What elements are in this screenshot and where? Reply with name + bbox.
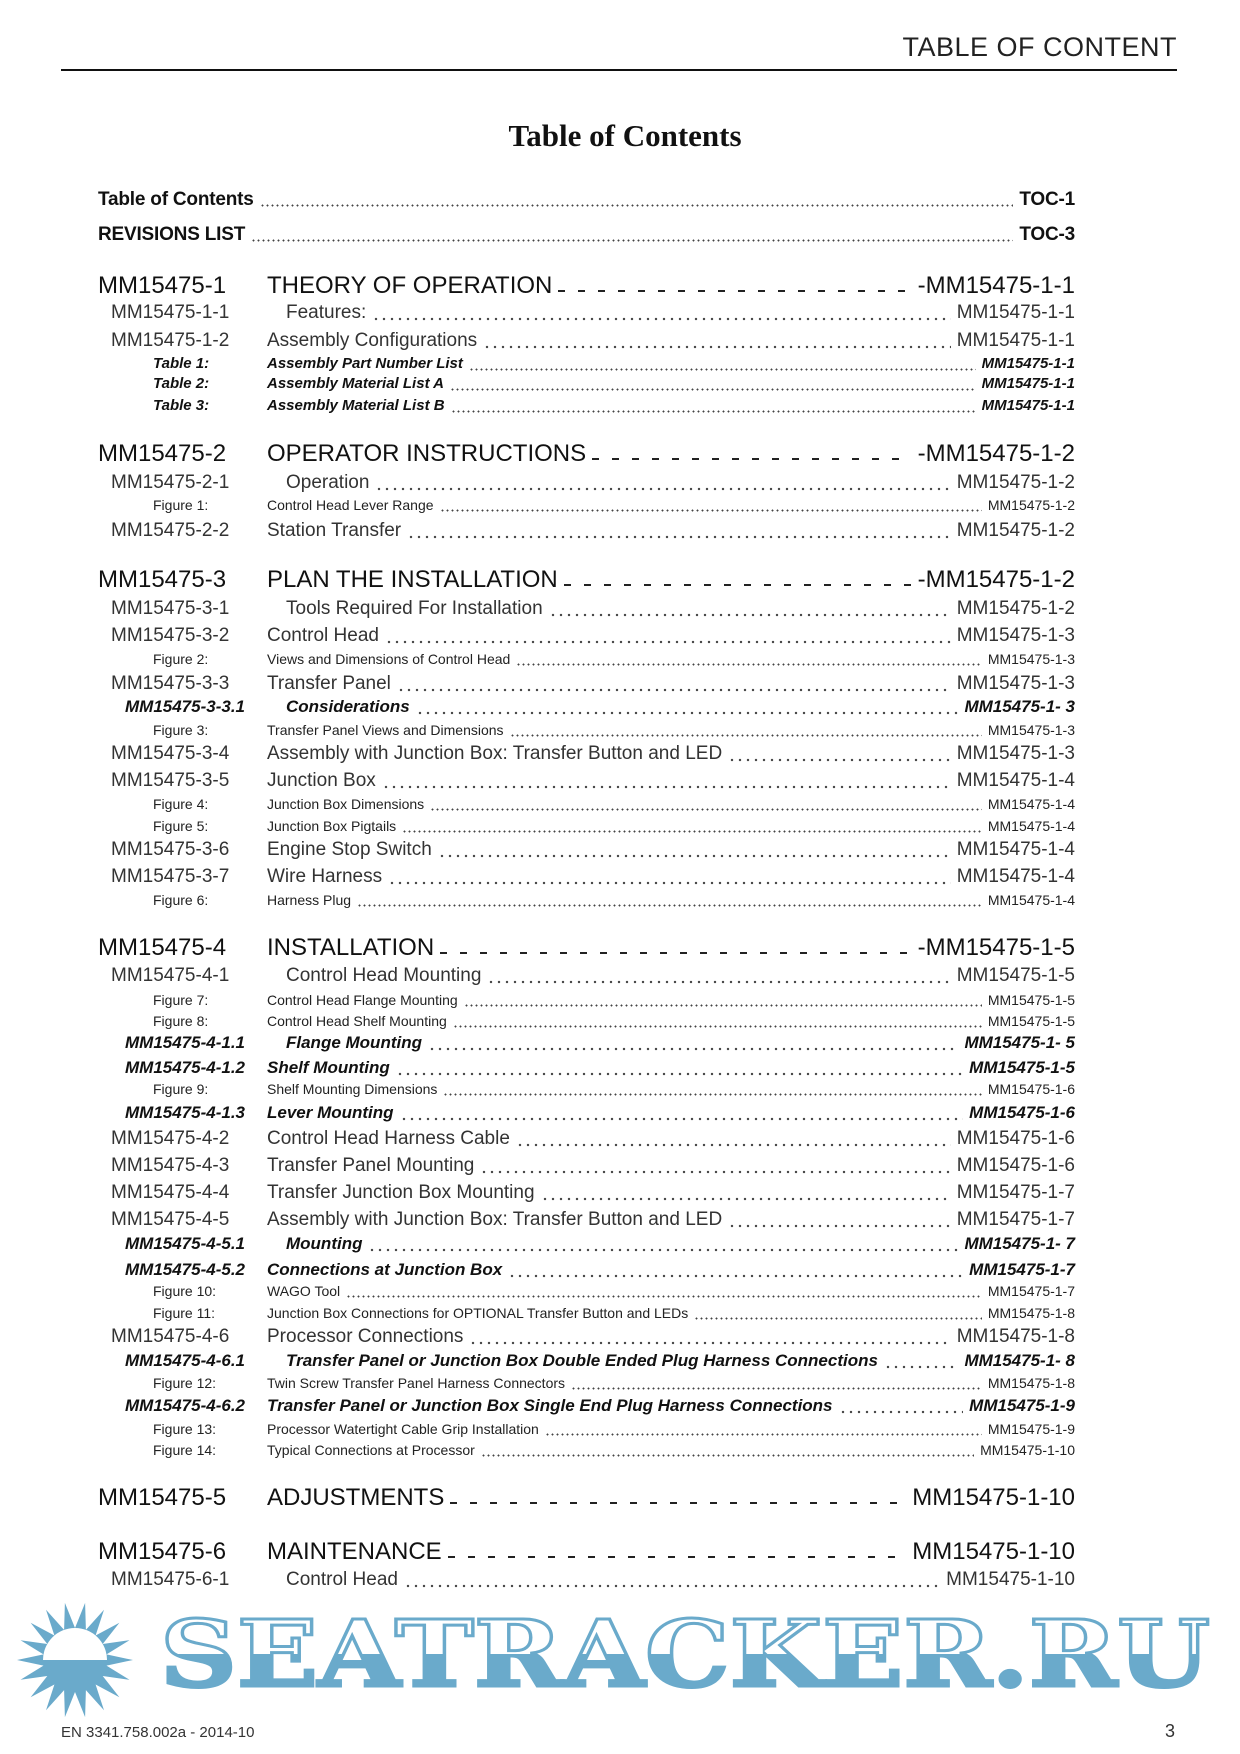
entry-page: MM15475-1-3 (987, 651, 1075, 667)
dot-leader (481, 1454, 974, 1457)
entry-page: MM15475-1-1 (981, 375, 1075, 392)
entry-title: Processor Connections (267, 1326, 464, 1347)
dot-leader (440, 952, 912, 954)
dot-leader (694, 1317, 982, 1320)
entry-number: Figure 11: (153, 1305, 215, 1321)
entry-number: MM15475-4-1.1 (125, 1033, 246, 1052)
entry-number: Figure 2: (153, 651, 209, 667)
entry-number: Figure 5: (153, 818, 209, 834)
entry-number: MM15475-2 (98, 440, 227, 467)
entry-title: THEORY OF OPERATION (267, 272, 553, 299)
entry-page: MM15475-1-5 (969, 1058, 1075, 1077)
entry-title: Tools Required For Installation (286, 598, 543, 619)
entry-title: MAINTENANCE (267, 1538, 442, 1565)
entry-number: Figure 3: (153, 722, 209, 738)
entry-number: Figure 4: (153, 796, 209, 812)
dot-leader (407, 535, 951, 539)
entry-number: MM15475-4-5.2 (125, 1260, 246, 1279)
entry-number: MM15475-6 (98, 1538, 227, 1565)
entry-page: MM15475-1-5 (987, 1013, 1075, 1029)
toc-entry[interactable] (0, 933, 1240, 963)
entry-number: Figure 8: (153, 1013, 209, 1029)
toc-entry[interactable] (0, 885, 1240, 915)
entry-page: MM15475-1-6 (956, 1155, 1075, 1176)
toc-entry[interactable] (0, 1483, 1240, 1513)
dot-leader (571, 1387, 982, 1390)
toc-entry[interactable] (0, 298, 1240, 328)
entry-title: Control Head Shelf Mounting (267, 1013, 447, 1029)
entry-title: REVISIONS LIST (98, 224, 246, 245)
header-rule (61, 69, 1177, 71)
dot-leader (428, 1047, 958, 1051)
entry-number: Figure 13: (153, 1421, 217, 1437)
entry-page: MM15475-1-10 (946, 1569, 1075, 1590)
entry-number: MM15475-4-4 (111, 1182, 230, 1203)
entry-number: MM15475-3-6 (111, 839, 230, 860)
entry-title: INSTALLATION (267, 934, 435, 961)
entry-page: MM15475-1-10 (912, 1538, 1075, 1565)
entry-title: Junction Box (267, 770, 376, 791)
entry-page: MM15475-1-3 (956, 625, 1075, 646)
entry-title: Typical Connections at Processor (267, 1442, 475, 1458)
entry-title: Junction Box Pigtails (267, 818, 397, 834)
entry-number: Figure 7: (153, 992, 209, 1008)
toc-entry[interactable] (0, 391, 1240, 421)
toc-entry[interactable] (0, 1124, 1240, 1154)
dot-leader (404, 1584, 940, 1588)
entry-title: Features: (286, 302, 367, 323)
entry-page: MM15475-1- 5 (964, 1033, 1075, 1052)
entry-number: MM15475-3-3.1 (125, 697, 246, 716)
entry-page: MM15475-1-2 (956, 598, 1075, 619)
entry-title: Assembly with Junction Box: Transfer Button and LED (267, 1209, 723, 1230)
entry-page: MM15475-1-3 (956, 673, 1075, 694)
toc-entry[interactable] (0, 220, 1240, 250)
entry-title: ADJUSTMENTS (267, 1484, 445, 1511)
entry-page: MM15475-1-4 (956, 839, 1075, 860)
dot-leader (728, 1224, 951, 1228)
entry-title: Transfer Panel Mounting (267, 1155, 475, 1176)
entry-title: Assembly Configurations (267, 330, 478, 351)
entry-title: Transfer Panel (267, 673, 391, 694)
entry-title: Mounting (286, 1234, 363, 1253)
dot-leader (516, 663, 982, 666)
entry-number: MM15475-3-1 (111, 598, 230, 619)
entry-title: Control Head Mounting (286, 965, 482, 986)
entry-number: Figure 9: (153, 1081, 209, 1097)
dot-leader (443, 1093, 982, 1096)
entry-page: MM15475-1-7 (956, 1209, 1075, 1230)
entry-title: Assembly Material List B (267, 397, 445, 414)
entry-title: Junction Box Dimensions (267, 796, 425, 812)
toc-entry[interactable] (0, 1151, 1240, 1181)
toc-entry[interactable] (0, 739, 1240, 769)
entry-page: MM15475-1-5 (956, 965, 1075, 986)
dot-leader (372, 317, 951, 321)
entry-page: MM15475-1- 7 (964, 1234, 1075, 1253)
entry-title: Operation (286, 472, 370, 493)
entry-page: MM15475-1-10 (912, 1484, 1075, 1511)
entry-page: MM15475-1- 3 (964, 697, 1075, 716)
entry-title: Assembly Material List A (267, 375, 445, 392)
entry-title: Views and Dimensions of Control Head (267, 651, 511, 667)
entry-number: MM15475-5 (98, 1484, 227, 1511)
entry-number: MM15475-4-6.1 (125, 1351, 246, 1370)
entry-page: -MM15475-1-5 (917, 934, 1075, 961)
entry-title: Shelf Mounting Dimensions (267, 1081, 438, 1097)
entry-number: MM15475-4-6.2 (125, 1396, 246, 1415)
entry-page: MM15475-1-10 (980, 1442, 1075, 1458)
entry-page: MM15475-1-2 (956, 520, 1075, 541)
dot-leader (487, 980, 951, 984)
entry-number: MM15475-4-2 (111, 1128, 230, 1149)
entry-title: Control Head (267, 625, 379, 646)
entry-title: Control Head Harness Cable (267, 1128, 510, 1149)
entry-title: Harness Plug (267, 892, 352, 908)
entry-title: Processor Watertight Cable Grip Installation (267, 1421, 539, 1437)
dot-leader (451, 410, 976, 413)
entry-page: MM15475-1-4 (956, 866, 1075, 887)
entry-title: OPERATOR INSTRUCTIONS (267, 440, 587, 467)
toc-entry[interactable] (0, 1178, 1240, 1208)
entry-number: Figure 12: (153, 1375, 217, 1391)
dot-leader (448, 1556, 906, 1558)
dot-leader (251, 239, 1013, 242)
entry-number: MM15475-3-2 (111, 625, 230, 646)
entry-title: Transfer Junction Box Mounting (267, 1182, 535, 1203)
entry-page: MM15475-1-5 (987, 992, 1075, 1008)
entry-title: Shelf Mounting (267, 1058, 390, 1077)
toc-entry[interactable] (0, 1537, 1240, 1567)
running-header: TABLE OF CONTENT (902, 32, 1177, 62)
dot-leader (402, 830, 982, 833)
entry-title: Flange Mounting (286, 1033, 422, 1052)
toc-entry[interactable] (0, 1565, 1240, 1595)
page-title: Table of Contents (508, 118, 742, 153)
entry-number: Figure 6: (153, 892, 209, 908)
entry-number: MM15475-4-3 (111, 1155, 230, 1176)
dot-leader (592, 458, 912, 460)
entry-page: MM15475-1-2 (956, 472, 1075, 493)
entry-page: MM15475-1-8 (987, 1375, 1075, 1391)
toc-entry[interactable] (0, 271, 1240, 301)
entry-number: MM15475-4-1.3 (125, 1103, 246, 1122)
entry-page: TOC-1 (1019, 189, 1075, 210)
entry-title: Considerations (286, 697, 410, 716)
entry-page: -MM15475-1-1 (917, 272, 1075, 299)
entry-page: MM15475-1-3 (956, 743, 1075, 764)
entry-title: Station Transfer (267, 520, 402, 541)
entry-page: MM15475-1-8 (956, 1326, 1075, 1347)
entry-title: Transfer Panel Views and Dimensions (267, 722, 504, 738)
entry-page: MM15475-1-7 (956, 1182, 1075, 1203)
entry-title: Assembly Part Number List (267, 355, 463, 372)
entry-page: MM15475-1-9 (969, 1396, 1075, 1415)
entry-number: Table 1: (153, 355, 210, 372)
entry-number: MM15475-3-3 (111, 673, 230, 694)
entry-page: MM15475-1-6 (969, 1103, 1075, 1122)
entry-page: MM15475-1-2 (987, 497, 1075, 513)
dot-leader (510, 734, 982, 737)
entry-title: Assembly with Junction Box: Transfer Button and LED (267, 743, 723, 764)
entry-page: -MM15475-1-2 (917, 440, 1075, 467)
entry-title: Lever Mounting (267, 1103, 394, 1122)
entry-page: MM15475-1-4 (987, 796, 1075, 812)
entry-number: MM15475-4-1 (111, 965, 230, 986)
dot-leader (541, 1197, 951, 1201)
dot-leader (564, 584, 912, 586)
watermark-text: SEATRACKER.RU (160, 1600, 1210, 1708)
entry-number: MM15475-3-5 (111, 770, 230, 791)
dot-leader (450, 1502, 906, 1504)
entry-number: MM15475-4-1.2 (125, 1058, 246, 1077)
entry-number: Figure 10: (153, 1283, 217, 1299)
entry-page: -MM15475-1-2 (917, 566, 1075, 593)
entry-page: MM15475-1-1 (956, 330, 1075, 351)
dot-leader (260, 204, 1013, 207)
entry-number: MM15475-4 (98, 934, 227, 961)
toc-entry[interactable] (0, 594, 1240, 624)
entry-title: Transfer Panel or Junction Box Double Ended Plug Harness Connections (286, 1351, 878, 1370)
entry-number: MM15475-1-1 (111, 302, 230, 323)
toc-entry[interactable] (0, 185, 1240, 215)
entry-page: MM15475-1-7 (987, 1283, 1075, 1299)
document-id: EN 3341.758.002a - 2014-10 (61, 1724, 255, 1741)
sun-icon (17, 1603, 133, 1717)
entry-page: MM15475-1-1 (981, 397, 1075, 414)
dot-leader (558, 290, 912, 292)
entry-page: MM15475-1-4 (987, 818, 1075, 834)
dot-leader (516, 1143, 951, 1147)
page-number: 3 (1164, 1721, 1175, 1741)
entry-number: MM15475-2-1 (111, 472, 230, 493)
entry-title: Engine Stop Switch (267, 839, 432, 860)
entry-number: MM15475-3-4 (111, 743, 230, 764)
entry-number: MM15475-4-5 (111, 1209, 230, 1230)
entry-page: MM15475-1-8 (987, 1305, 1075, 1321)
entry-number: MM15475-1-2 (111, 330, 230, 351)
dot-leader (438, 854, 951, 858)
entry-number: Figure 1: (153, 497, 209, 513)
entry-number: Table 2: (153, 375, 210, 392)
entry-number: MM15475-3-7 (111, 866, 230, 887)
entry-page: MM15475-1-1 (981, 355, 1075, 372)
toc-entry[interactable] (0, 516, 1240, 546)
watermark-logo (0, 1600, 1240, 1720)
entry-number: MM15475-3 (98, 566, 227, 593)
dot-leader (469, 1341, 951, 1345)
entry-page: MM15475-1-1 (956, 302, 1075, 323)
dot-leader (549, 613, 951, 617)
entry-number: Figure 14: (153, 1442, 217, 1458)
entry-page: MM15475-1-4 (987, 892, 1075, 908)
entry-page: MM15475-1-6 (956, 1128, 1075, 1149)
entry-page: MM15475-1-4 (956, 770, 1075, 791)
entry-number: Table 3: (153, 397, 210, 414)
toc-entry[interactable] (0, 439, 1240, 469)
entry-title: Junction Box Connections for OPTIONAL Transfer Button and LEDs (267, 1305, 689, 1321)
dot-leader (480, 1170, 951, 1174)
entry-title: Control Head Lever Range (267, 497, 434, 513)
entry-page: TOC-3 (1019, 224, 1075, 245)
entry-page: MM15475-1- 8 (964, 1351, 1075, 1370)
entry-title: WAGO Tool (267, 1283, 341, 1299)
entry-title: Control Head (286, 1569, 398, 1590)
entry-number: MM15475-4-5.1 (125, 1234, 246, 1253)
entry-page: MM15475-1-6 (987, 1081, 1075, 1097)
dot-leader (368, 1248, 958, 1252)
entry-title: Wire Harness (267, 866, 383, 887)
entry-title: PLAN THE INSTALLATION (267, 566, 558, 593)
toc-entry[interactable] (0, 835, 1240, 865)
entry-title: Table of Contents (98, 189, 254, 210)
entry-title: Connections at Junction Box (267, 1260, 503, 1279)
toc-entry[interactable] (0, 1435, 1240, 1465)
entry-title: Control Head Flange Mounting (267, 992, 458, 1008)
entry-number: MM15475-6-1 (111, 1569, 230, 1590)
entry-title: Transfer Panel or Junction Box Single End Plug Harness Connections (267, 1396, 833, 1415)
dot-leader (357, 904, 982, 907)
toc-entry[interactable] (0, 565, 1240, 595)
entry-number: MM15475-1 (98, 272, 227, 299)
entry-page: MM15475-1-7 (969, 1260, 1075, 1279)
entry-number: MM15475-4-6 (111, 1326, 230, 1347)
dot-leader (728, 758, 951, 762)
dot-leader (440, 509, 982, 512)
entry-number: MM15475-2-2 (111, 520, 230, 541)
dot-leader (400, 1117, 963, 1121)
entry-page: MM15475-1-3 (987, 722, 1075, 738)
entry-page: MM15475-1-9 (987, 1421, 1075, 1437)
entry-title: Twin Screw Transfer Panel Harness Connectors (267, 1375, 566, 1391)
